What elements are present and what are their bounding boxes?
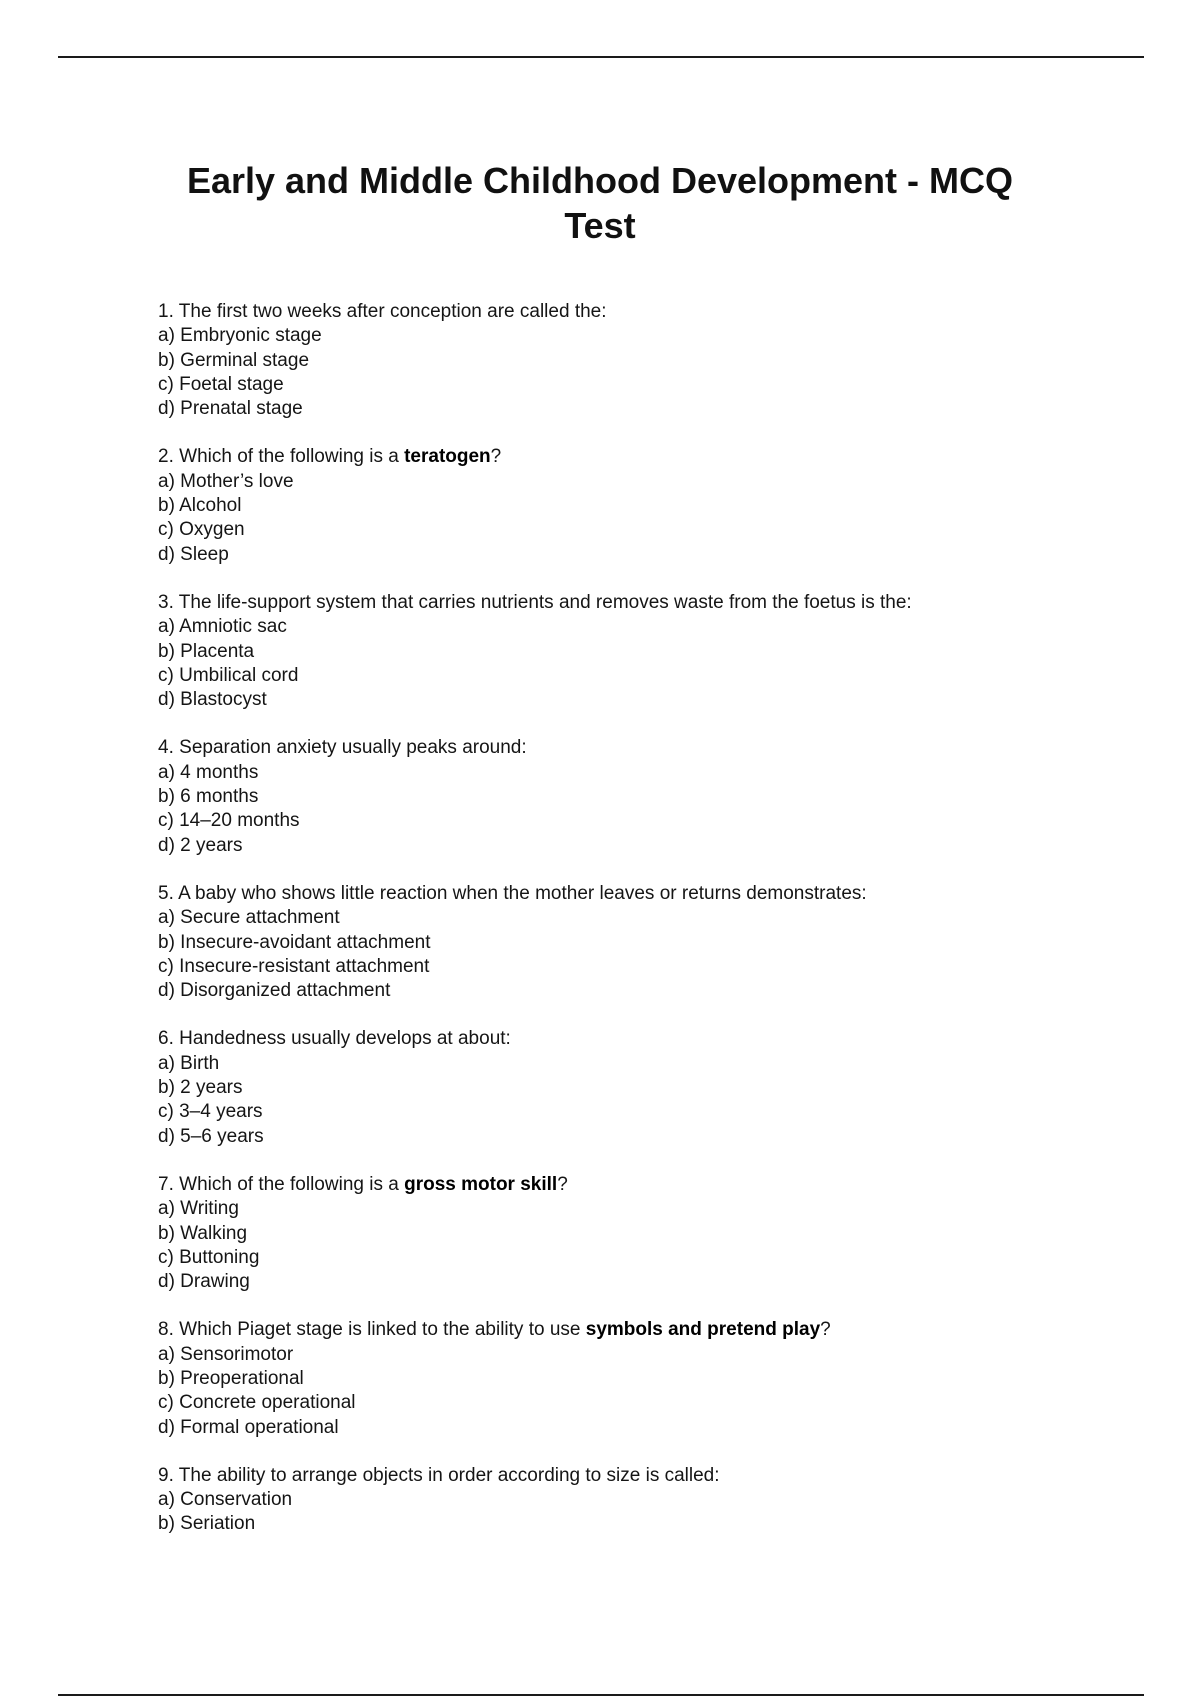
option-b: b) Walking: [158, 1222, 248, 1244]
question-2: [158, 445, 1118, 566]
option-c: c) Oxygen: [158, 519, 245, 541]
option-c: c) Concrete operational: [158, 1392, 356, 1414]
option-b: b) Preoperational: [158, 1367, 304, 1389]
option-d: d) 2 years: [158, 834, 243, 856]
option-a: a) Mother’s love: [158, 470, 294, 492]
option-a: a) 4 months: [158, 761, 259, 783]
question-keyword: gross motor skill: [404, 1173, 558, 1195]
bottom-rule: [58, 1694, 1144, 1696]
question-text: 4. Separation anxiety usually peaks around:: [158, 737, 527, 759]
question-text: 6. Handedness usually develops at about:: [158, 1028, 511, 1050]
option-c: c) 14–20 months: [158, 810, 300, 832]
page-title: Early and Middle Childhood Development - MCQ Test: [186, 160, 1014, 246]
question-9: [158, 1464, 1118, 1537]
option-d: d) Blastocyst: [158, 689, 267, 711]
option-a: a) Embryonic stage: [158, 325, 322, 347]
question-text: 2. Which of the following is a teratogen?: [158, 446, 502, 468]
option-c: c) Insecure-resistant attachment: [158, 955, 430, 977]
question-text: 7. Which of the following is a gross motor skill?: [158, 1173, 568, 1195]
question-text: 5. A baby who shows little reaction when the mother leaves or returns demonstrates:: [158, 882, 867, 904]
option-a: a) Sensorimotor: [158, 1343, 294, 1365]
question-4: [158, 736, 1118, 857]
option-b: b) Placenta: [158, 640, 255, 662]
question-6: [158, 1027, 1118, 1148]
option-d: d) Formal operational: [158, 1416, 339, 1438]
option-c: c) Umbilical cord: [158, 664, 299, 686]
option-d: d) Sleep: [158, 543, 229, 565]
option-b: b) 6 months: [158, 786, 259, 808]
question-text: 3. The life-support system that carries nutrients and removes waste from the foetus is the:: [158, 591, 912, 613]
option-b: b) 2 years: [158, 1077, 243, 1099]
option-d: d) Drawing: [158, 1271, 250, 1293]
option-c: c) Buttoning: [158, 1246, 260, 1268]
question-text: 1. The first two weeks after conception are called the:: [158, 301, 607, 322]
question-8: [158, 1318, 1118, 1439]
option-c: c) Foetal stage: [158, 373, 284, 395]
question-7: [158, 1173, 1118, 1294]
question-list: [158, 300, 1118, 1561]
option-c: c) 3–4 years: [158, 1101, 263, 1123]
option-a: a) Writing: [158, 1198, 239, 1220]
question-5: [158, 882, 1118, 1003]
option-b: b) Seriation: [158, 1513, 256, 1535]
question-text: 9. The ability to arrange objects in order according to size is called:: [158, 1464, 720, 1486]
option-d: d) Prenatal stage: [158, 398, 303, 420]
option-a: a) Amniotic sac: [158, 616, 287, 638]
question-3: [158, 591, 1118, 712]
option-b: b) Insecure-avoidant attachment: [158, 931, 431, 953]
option-b: b) Alcohol: [158, 495, 242, 517]
option-d: d) Disorganized attachment: [158, 980, 391, 1002]
option-a: a) Secure attachment: [158, 907, 340, 929]
option-a: a) Birth: [158, 1052, 220, 1074]
question-keyword: symbols and pretend play: [585, 1319, 821, 1341]
question-1: [158, 300, 1118, 421]
top-rule: [58, 56, 1144, 58]
option-d: d) 5–6 years: [158, 1125, 264, 1147]
option-a: a) Conservation: [158, 1489, 293, 1511]
question-keyword: teratogen: [404, 446, 491, 468]
option-b: b) Germinal stage: [158, 349, 310, 371]
question-text: 8. Which Piaget stage is linked to the ability to use symbols and pretend play?: [158, 1319, 831, 1341]
